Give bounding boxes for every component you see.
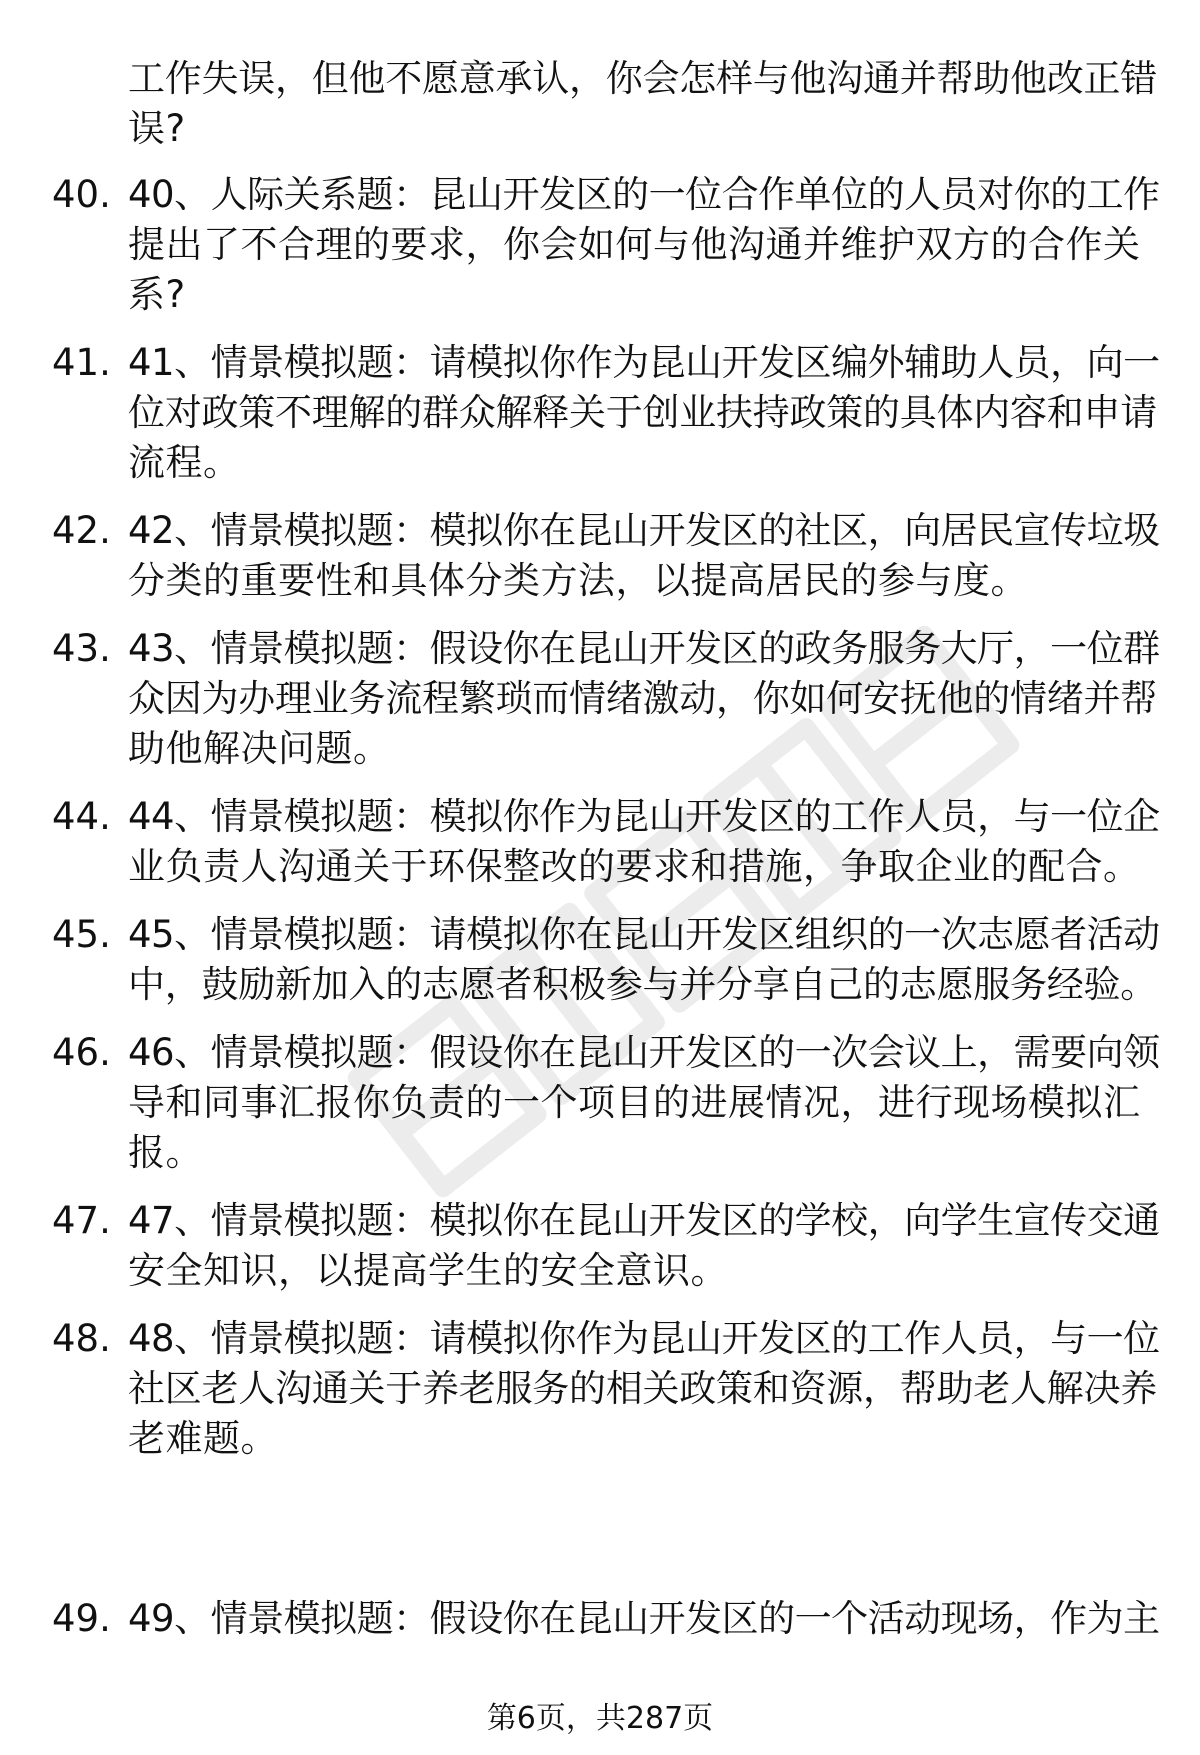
continuation-line: 工作失误，但他不愿意承认，你会怎样与他沟通并帮助他改正错 [128,57,1157,100]
item-number: 48. [52,1317,111,1360]
item-line: 位对政策不理解的群众解释关于创业扶持政策的具体内容和申请 [128,391,1157,434]
item-number: 44. [52,795,111,838]
item-line: 42、情景模拟题：模拟你在昆山开发区的社区，向居民宣传垃圾 [128,509,1160,552]
item-number: 46. [52,1031,111,1074]
item-line: 中，鼓励新加入的志愿者积极参与并分享自己的志愿服务经验。 [128,963,1157,1006]
item-line: 45、情景模拟题：请模拟你在昆山开发区组织的一次志愿者活动 [128,913,1160,956]
item-line: 老难题。 [128,1417,278,1460]
item-line: 41、情景模拟题：请模拟你作为昆山开发区编外辅助人员，向一 [128,341,1160,384]
item-line: 流程。 [128,441,241,484]
item-number: 43. [52,627,111,670]
item-line: 导和同事汇报你负责的一个项目的进展情况，进行现场模拟汇 [128,1081,1141,1124]
page-footer: 第6页，共287页 [486,1701,714,1736]
item-line: 系? [128,273,186,316]
item-line: 47、情景模拟题：模拟你在昆山开发区的学校，向学生宣传交通 [128,1199,1160,1242]
item-number: 47. [52,1199,111,1242]
item-line: 业负责人沟通关于环保整改的要求和措施，争取企业的配合。 [128,845,1141,888]
item-line: 众因为办理业务流程繁琐而情绪激动，你如何安抚他的情绪并帮 [128,677,1157,720]
item-line: 40、人际关系题：昆山开发区的一位合作单位的人员对你的工作 [128,173,1160,216]
item-line: 安全知识，以提高学生的安全意识。 [128,1249,728,1292]
item-line: 46、情景模拟题：假设你在昆山开发区的一次会议上，需要向领 [128,1031,1160,1074]
item-line: 助他解决问题。 [128,727,391,770]
item-line: 社区老人沟通关于养老服务的相关政策和资源，帮助老人解决养 [128,1367,1157,1410]
continuation-line: 误? [128,107,186,150]
item-line: 48、情景模拟题：请模拟你作为昆山开发区的工作人员，与一位 [128,1317,1160,1360]
item-line: 44、情景模拟题：模拟你作为昆山开发区的工作人员，与一位企 [128,795,1160,838]
item-line: 提出了不合理的要求，你会如何与他沟通并维护双方的合作关 [128,223,1141,266]
item-line: 报。 [128,1131,203,1174]
item-number: 42. [52,509,111,552]
item-line: 49、情景模拟题：假设你在昆山开发区的一个活动现场，作为主 [128,1597,1160,1640]
item-line: 分类的重要性和具体分类方法，以提高居民的参与度。 [128,559,1028,602]
item-line: 43、情景模拟题：假设你在昆山开发区的政务服务大厅，一位群 [128,627,1160,670]
item-number: 41. [52,341,111,384]
item-number: 40. [52,173,111,216]
item-number: 49. [52,1597,111,1640]
item-number: 45. [52,913,111,956]
